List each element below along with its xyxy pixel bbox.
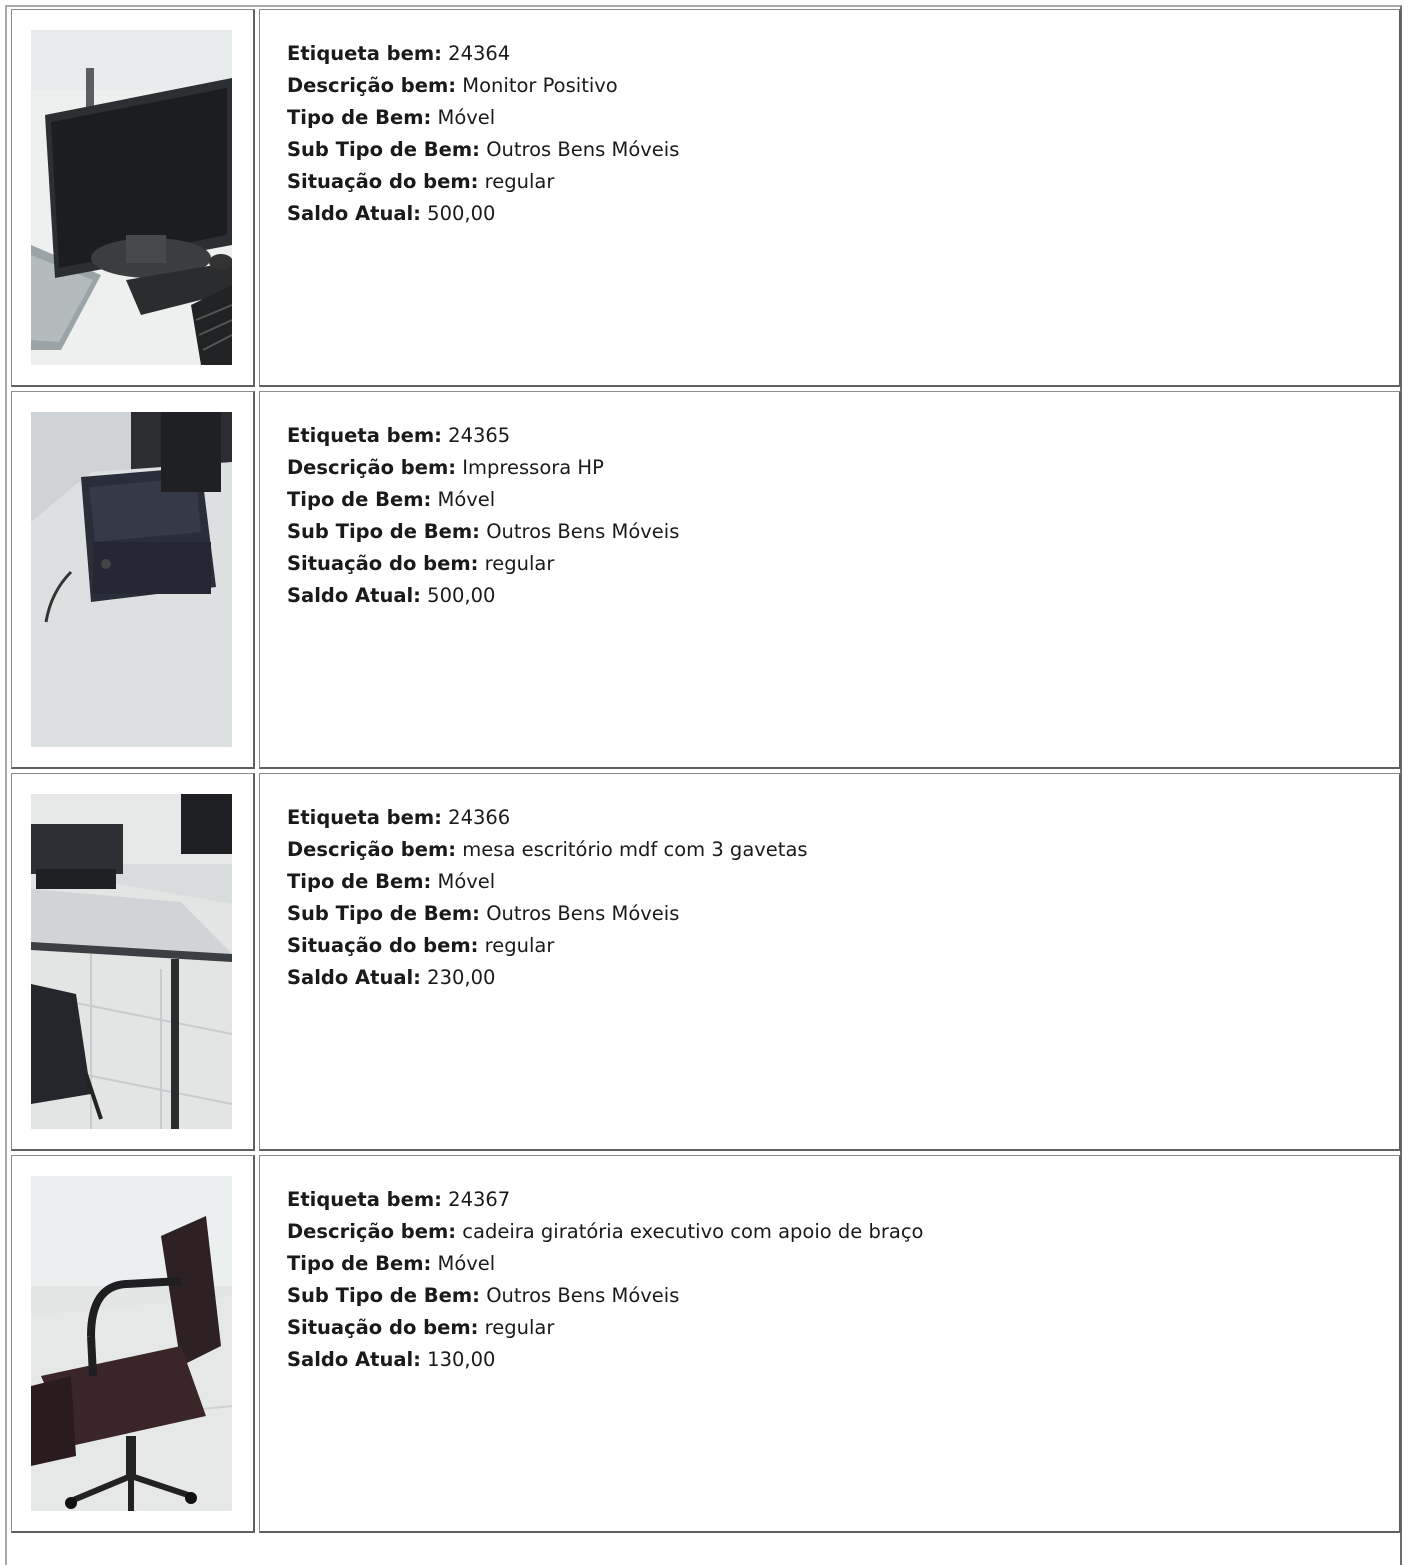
label-situacao: Situação do bem: <box>287 170 479 193</box>
asset-info-cell <box>259 391 1401 769</box>
label-situacao: Situação do bem: <box>287 934 479 957</box>
field-situacao <box>287 930 808 962</box>
label-situacao: Situação do bem: <box>287 1316 479 1339</box>
field-subtipo <box>287 516 679 548</box>
label-saldo: Saldo Atual: <box>287 1348 421 1371</box>
value-situacao: regular <box>484 934 555 957</box>
printer-photo[interactable] <box>31 412 232 747</box>
field-subtipo <box>287 1280 923 1312</box>
field-tipo <box>287 484 679 516</box>
label-situacao: Situação do bem: <box>287 552 479 575</box>
asset-photo-cell <box>11 391 255 769</box>
field-subtipo <box>287 898 808 930</box>
label-tipo: Tipo de Bem: <box>287 488 432 511</box>
field-saldo <box>287 580 679 612</box>
asset-photo-cell <box>11 1155 255 1533</box>
field-etiqueta <box>287 1184 923 1216</box>
field-situacao <box>287 166 679 198</box>
value-etiqueta: 24364 <box>448 42 511 65</box>
value-tipo: Móvel <box>437 488 496 511</box>
field-saldo <box>287 1344 923 1376</box>
label-saldo: Saldo Atual: <box>287 966 421 989</box>
value-descricao: Monitor Positivo <box>462 74 618 97</box>
value-subtipo: Outros Bens Móveis <box>486 902 680 925</box>
field-descricao <box>287 452 679 484</box>
monitor-photo[interactable] <box>31 30 232 365</box>
label-subtipo: Sub Tipo de Bem: <box>287 1284 480 1307</box>
field-tipo <box>287 102 679 134</box>
label-descricao: Descrição bem: <box>287 74 457 97</box>
label-subtipo: Sub Tipo de Bem: <box>287 902 480 925</box>
label-tipo: Tipo de Bem: <box>287 106 432 129</box>
asset-info-cell <box>259 1155 1401 1533</box>
chair-photo[interactable] <box>31 1176 232 1511</box>
asset-row <box>7 1155 1400 1533</box>
value-situacao: regular <box>484 552 555 575</box>
value-saldo: 230,00 <box>427 966 496 989</box>
asset-info-cell <box>259 773 1401 1151</box>
label-descricao: Descrição bem: <box>287 456 457 479</box>
value-etiqueta: 24366 <box>448 806 511 829</box>
label-saldo: Saldo Atual: <box>287 584 421 607</box>
label-etiqueta: Etiqueta bem: <box>287 1188 442 1211</box>
value-tipo: Móvel <box>437 106 496 129</box>
value-subtipo: Outros Bens Móveis <box>486 520 680 543</box>
value-etiqueta: 24365 <box>448 424 511 447</box>
value-saldo: 500,00 <box>427 202 496 225</box>
field-etiqueta <box>287 38 679 70</box>
value-subtipo: Outros Bens Móveis <box>486 1284 680 1307</box>
value-tipo: Móvel <box>437 870 496 893</box>
asset-row <box>7 391 1400 769</box>
field-descricao <box>287 1216 923 1248</box>
label-descricao: Descrição bem: <box>287 1220 457 1243</box>
value-saldo: 130,00 <box>427 1348 496 1371</box>
desk-photo[interactable] <box>31 794 232 1129</box>
value-saldo: 500,00 <box>427 584 496 607</box>
field-etiqueta <box>287 420 679 452</box>
value-descricao: Impressora HP <box>462 456 604 479</box>
label-etiqueta: Etiqueta bem: <box>287 806 442 829</box>
field-subtipo <box>287 134 679 166</box>
asset-photo-cell <box>11 773 255 1151</box>
value-subtipo: Outros Bens Móveis <box>486 138 680 161</box>
asset-row <box>7 773 1400 1151</box>
label-subtipo: Sub Tipo de Bem: <box>287 138 480 161</box>
label-etiqueta: Etiqueta bem: <box>287 42 442 65</box>
field-saldo <box>287 198 679 230</box>
field-saldo <box>287 962 808 994</box>
field-etiqueta <box>287 802 808 834</box>
label-etiqueta: Etiqueta bem: <box>287 424 442 447</box>
value-situacao: regular <box>484 1316 555 1339</box>
asset-row <box>7 9 1400 387</box>
value-descricao: cadeira giratória executivo com apoio de braço <box>462 1220 924 1243</box>
label-subtipo: Sub Tipo de Bem: <box>287 520 480 543</box>
asset-photo-cell <box>11 9 255 387</box>
asset-table <box>5 5 1402 1565</box>
field-tipo <box>287 866 808 898</box>
value-etiqueta: 24367 <box>448 1188 511 1211</box>
value-tipo: Móvel <box>437 1252 496 1275</box>
label-saldo: Saldo Atual: <box>287 202 421 225</box>
field-tipo <box>287 1248 923 1280</box>
field-situacao <box>287 548 679 580</box>
asset-info-cell <box>259 9 1401 387</box>
field-descricao <box>287 834 808 866</box>
label-tipo: Tipo de Bem: <box>287 1252 432 1275</box>
label-descricao: Descrição bem: <box>287 838 457 861</box>
label-tipo: Tipo de Bem: <box>287 870 432 893</box>
value-situacao: regular <box>484 170 555 193</box>
value-descricao: mesa escritório mdf com 3 gavetas <box>462 838 808 861</box>
field-descricao <box>287 70 679 102</box>
field-situacao <box>287 1312 923 1344</box>
